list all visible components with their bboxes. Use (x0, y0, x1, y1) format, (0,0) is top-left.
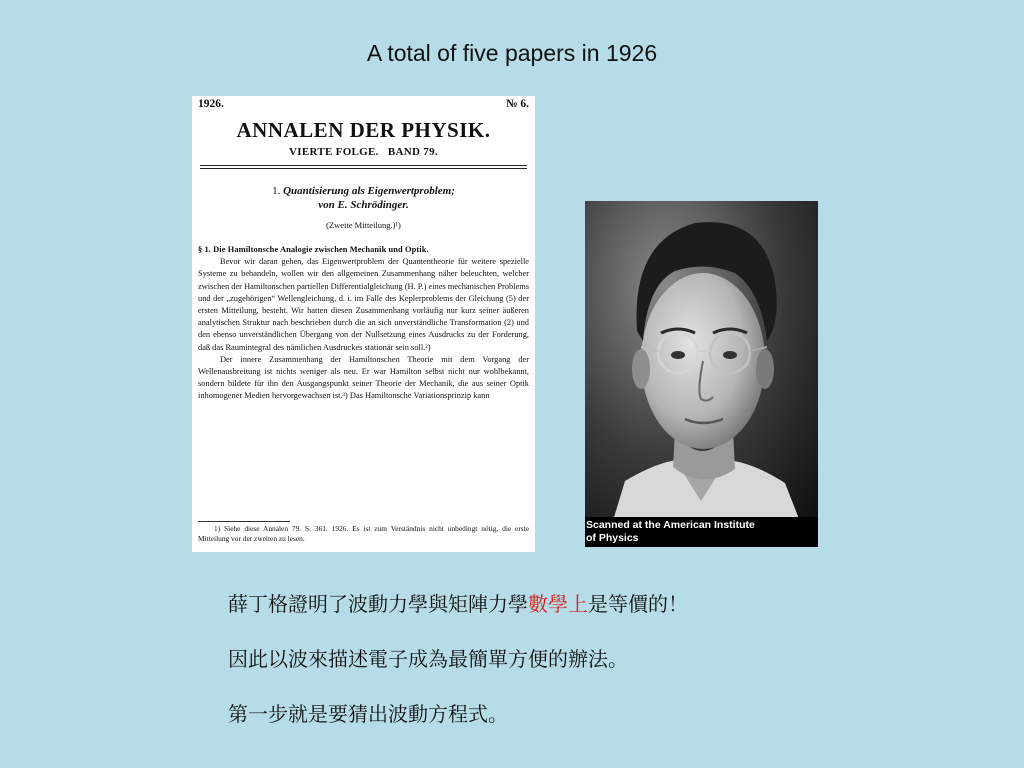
header-rule (200, 165, 527, 166)
article-author: von E. Schrödinger. (318, 199, 409, 211)
statement-wave-description: 因此以波來描述電子成為最簡單方便的辦法。 (228, 647, 628, 671)
footnote-1: 1) Siehe diese Annalen 79. S. 361. 1926. Es ist zum Verständnis nicht unbedingt nötig, die erste Mitteilung vor der zweiten zu lesen. (198, 524, 529, 543)
statement-guess-wave-equation: 第一步就是要猜出波動方程式。 (228, 702, 508, 726)
section-heading: § 1. Die Hamiltonsche Analogie zwischen Mechanik und Optik. (198, 245, 429, 254)
footnote-rule (198, 521, 290, 522)
paper-issue-number: № 6. (505, 98, 529, 110)
article-title-line1: Quantisierung als Eigenwertproblem; (283, 185, 455, 197)
paper-scan-image (192, 96, 535, 552)
portrait-drawing (585, 201, 818, 547)
journal-title: ANNALEN DER PHYSIK. (236, 118, 491, 142)
photo-credit-caption (585, 517, 818, 547)
statement-equivalence-end: 是等價的！ (588, 592, 688, 616)
paragraph-2: Der innere Zusammenhang der Hamiltonschen Theorie mit dem Vorgang der Wellenausbreitung ist nichts weniger als neu. Er war Hamilton selbst nicht nur wohlbekannt, sondern bildete für ihn den Ausgangspunkt seiner Theorie der Mechanik, die aus seiner Optik inhomogener Medien hervorgewachsen ist.³) Das Hamiltonsche Variationsprinzip kann (198, 354, 529, 401)
slide-title: A total of five papers in 1926 (366, 40, 658, 66)
article-number: 1. (272, 185, 281, 197)
footnotes (198, 524, 529, 544)
article-part-note: (Zweite Mitteilung.)¹) (326, 220, 401, 230)
statement-equivalence (228, 588, 688, 617)
highlight-mathematically: 數學上 (528, 592, 588, 616)
statement-equivalence-start: 薛丁格證明了波動力學與矩陣力學 (228, 592, 528, 616)
paper-year: 1926. (198, 98, 224, 110)
header-rule-thin (200, 168, 527, 169)
caption-line2: of Physics (586, 532, 639, 544)
article-body (198, 244, 529, 403)
journal-series: VIERTE FOLGE. BAND 79. (289, 146, 438, 158)
article-title (192, 184, 535, 212)
caption-line1: Scanned at the American Institute (586, 519, 755, 531)
paragraph-1: Bevor wir daran gehen, das Eigenwertproblem der Quantentheorie für weitere spezielle Systeme zu behandeln, wollen wir den allgemeinen Zusammenhang näher beleuchten, welcher zwischen der Hamiltonschen partiellen Differentialgleichung (H. P.) eines mechanischen Problems und der „zugehörigen“ Wellengleichung, d. i. im Falle des Keplerproblems der Gleichung (5) der ersten Mitteilung, besteht. Wir hatten diesen Zusammenhang vorläufig nur kurz seiner äußeren analytischen Struktur nach beschrieben durch die an sich unverständliche Transformation (2) und den ebenso unverständlichen Übergang von der Nullsetzung eines Ausdrucks zu der Forderung, daß das Raumintegral des nämlichen Ausdruckes stationär sein soll.²) (198, 257, 529, 352)
schrodinger-portrait-photo (585, 201, 818, 547)
